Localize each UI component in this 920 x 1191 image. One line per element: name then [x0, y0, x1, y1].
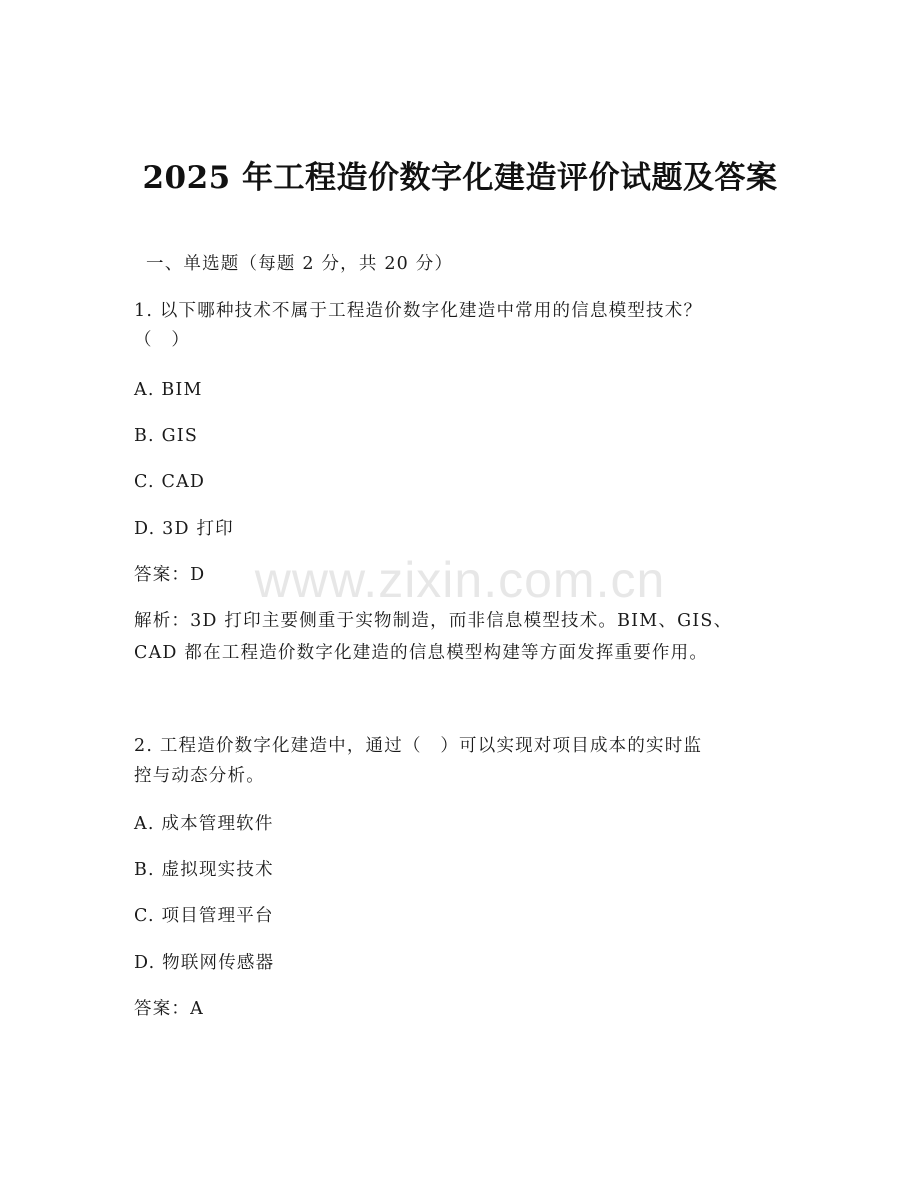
- question-1-analysis-line-1: 解析：3D 打印主要侧重于实物制造，而非信息模型技术。BIM、GIS、: [134, 611, 733, 631]
- question-1-stem-line-1: 1. 以下哪种技术不属于工程造价数字化建造中常用的信息模型技术？: [134, 301, 703, 321]
- question-2-stem-line-2: 控与动态分析。: [134, 766, 265, 786]
- question-2-option-a: A. 成本管理软件: [134, 814, 274, 834]
- question-2-answer: 答案：A: [134, 999, 204, 1019]
- question-2-option-c: C. 项目管理平台: [134, 906, 274, 926]
- question-1-option-b: B. GIS: [134, 426, 199, 446]
- question-1-option-d: D. 3D 打印: [134, 519, 234, 539]
- question-2-stem-line-1: 2. 工程造价数字化建造中，通过（ ）可以实现对项目成本的实时监: [134, 736, 703, 756]
- question-1-option-a: A. BIM: [134, 380, 203, 400]
- question-1-analysis-line-2: CAD 都在工程造价数字化建造的信息模型构建等方面发挥重要作用。: [134, 643, 709, 663]
- question-1-option-c: C. CAD: [134, 472, 206, 492]
- document-title: 2025 年工程造价数字化建造评价试题及答案: [142, 160, 778, 196]
- question-2-option-b: B. 虚拟现实技术: [134, 860, 274, 880]
- question-1-stem-line-2: （ ）: [134, 330, 191, 350]
- question-2-option-d: D. 物联网传感器: [134, 953, 275, 973]
- question-1-answer: 答案：D: [134, 565, 206, 585]
- site-watermark: www.zixin.com.cn: [254, 552, 666, 608]
- section-heading: 一、单选题（每题 2 分，共 20 分）: [146, 254, 454, 274]
